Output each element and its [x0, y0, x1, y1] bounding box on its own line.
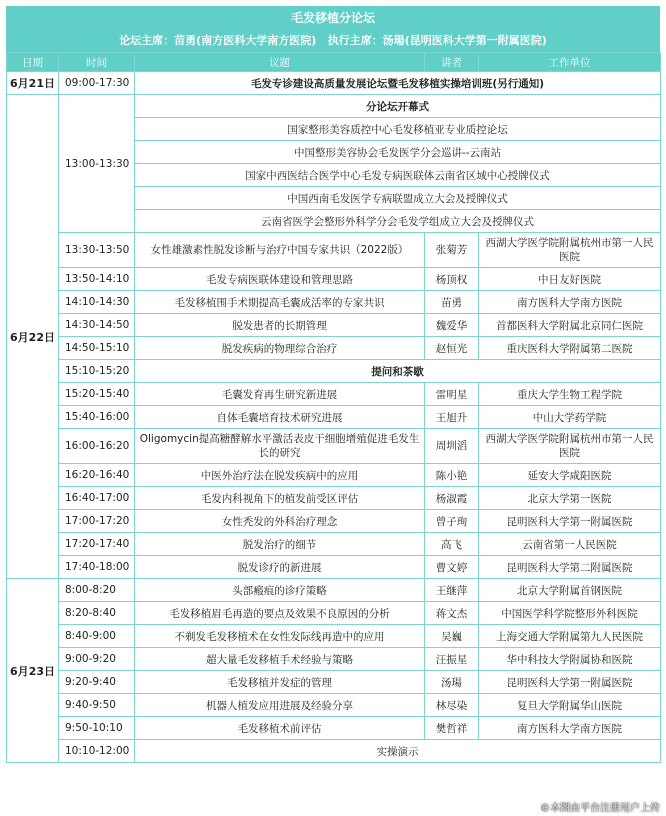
- time-cell: 16:00-16:20: [59, 429, 135, 464]
- table-row: [7, 383, 661, 406]
- speaker-cell: 周圳滔: [425, 429, 479, 464]
- col-date: 日期: [7, 53, 59, 72]
- ceremony-item: 中国西南毛发医学专病联盟成立大会及授牌仪式: [135, 187, 661, 210]
- time-cell: 9:40-9:50: [59, 694, 135, 717]
- topic-cell: 女性雄激素性脱发诊断与治疗中国专家共识（2022版）: [135, 233, 425, 268]
- time-cell: 15:20-15:40: [59, 383, 135, 406]
- time-cell: 9:50-10:10: [59, 717, 135, 740]
- topic-cell: 毛发专病医联体建设和管理思路: [135, 268, 425, 291]
- table-row: [7, 579, 661, 602]
- org-cell: 北京大学第一医院: [479, 487, 661, 510]
- time-cell: 17:20-17:40: [59, 533, 135, 556]
- org-cell: 上海交通大学附属第九人民医院: [479, 625, 661, 648]
- table-row: [7, 337, 661, 360]
- time-cell: 8:00-8:20: [59, 579, 135, 602]
- org-cell: 重庆医科大学附属第二医院: [479, 337, 661, 360]
- topic-cell: 女性秃发的外科治疗理念: [135, 510, 425, 533]
- speaker-cell: 杨淑霞: [425, 487, 479, 510]
- speaker-cell: 张菊芳: [425, 233, 479, 268]
- org-cell: 北京大学附属首钢医院: [479, 579, 661, 602]
- topic-cell: 超大量毛发移植手术经验与策略: [135, 648, 425, 671]
- org-cell: 昆明医科大学第一附属医院: [479, 671, 661, 694]
- topic-cell: 脱发疾病的物理综合治疗: [135, 337, 425, 360]
- speaker-cell: 汪振星: [425, 648, 479, 671]
- table-row: [7, 360, 661, 383]
- org-cell: 重庆大学生物工程学院: [479, 383, 661, 406]
- time-cell: 09:00-17:30: [59, 72, 135, 95]
- col-org: 工作单位: [479, 53, 661, 72]
- speaker-cell: 苗勇: [425, 291, 479, 314]
- org-cell: 中日友好医院: [479, 268, 661, 291]
- org-cell: 昆明医科大学第二附属医院: [479, 556, 661, 579]
- topic-cell: 毛囊发育再生研究新进展: [135, 383, 425, 406]
- topic-cell: 毛发专诊建设高质量发展论坛暨毛发移植实操培训班(另行通知): [135, 72, 661, 95]
- table-row: [7, 95, 661, 118]
- time-cell: 17:40-18:00: [59, 556, 135, 579]
- topic-cell: 头部瘢痕的诊疗策略: [135, 579, 425, 602]
- speaker-cell: 杨顶权: [425, 268, 479, 291]
- topic-cell: 中医外治疗法在脱发疾病中的应用: [135, 464, 425, 487]
- speaker-cell: 王继萍: [425, 579, 479, 602]
- topic-cell: 毛发移植并发症的管理: [135, 671, 425, 694]
- speaker-cell: 魏爱华: [425, 314, 479, 337]
- col-time: 时间: [59, 53, 135, 72]
- speaker-cell: 樊哲祥: [425, 717, 479, 740]
- date-cell: 6月21日: [7, 72, 59, 95]
- speaker-cell: 曹文婷: [425, 556, 479, 579]
- time-cell: 16:20-16:40: [59, 464, 135, 487]
- demo-cell: 实操演示: [135, 740, 661, 763]
- table-row: [7, 291, 661, 314]
- org-cell: 南方医科大学南方医院: [479, 717, 661, 740]
- table-row: [7, 671, 661, 694]
- speaker-cell: 王旭升: [425, 406, 479, 429]
- topic-cell: 毛发移植围手术期提高毛囊成活率的专家共识: [135, 291, 425, 314]
- speaker-cell: 林尽染: [425, 694, 479, 717]
- time-cell: 15:40-16:00: [59, 406, 135, 429]
- break-cell: 提问和茶歇: [135, 360, 661, 383]
- watermark: ©本图由平台注册用户上传: [540, 803, 660, 814]
- time-cell: 14:30-14:50: [59, 314, 135, 337]
- speaker-cell: 吴巍: [425, 625, 479, 648]
- table-row: [7, 648, 661, 671]
- speaker-cell: 陈小艳: [425, 464, 479, 487]
- org-cell: 西湖大学医学院附属杭州市第一人民医院: [479, 233, 661, 268]
- speaker-cell: 曾子珣: [425, 510, 479, 533]
- time-cell: 17:00-17:20: [59, 510, 135, 533]
- table-row: [7, 72, 661, 95]
- org-cell: 云南省第一人民医院: [479, 533, 661, 556]
- org-cell: 西湖大学医学院附属杭州市第一人民医院: [479, 429, 661, 464]
- org-cell: 中国医学科学院整形外科医院: [479, 602, 661, 625]
- table-row: [7, 602, 661, 625]
- schedule: [6, 6, 660, 763]
- ceremony-item: 国家中西医结合医学中心毛发专病医联体云南省区域中心授牌仪式: [135, 164, 661, 187]
- time-cell: 14:10-14:30: [59, 291, 135, 314]
- table-row: [7, 625, 661, 648]
- time-cell: 16:40-17:00: [59, 487, 135, 510]
- table-row: [7, 694, 661, 717]
- ceremony-item: 云南省医学会整形外科学分会毛发学组成立大会及授牌仪式: [135, 210, 661, 233]
- table-row: [7, 233, 661, 268]
- topic-cell: 脱发诊疗的新进展: [135, 556, 425, 579]
- table-row: [7, 268, 661, 291]
- time-cell: 10:10-12:00: [59, 740, 135, 763]
- col-topic: 议题: [135, 53, 425, 72]
- org-cell: 昆明医科大学第一附属医院: [479, 510, 661, 533]
- speaker-cell: 汤瑒: [425, 671, 479, 694]
- forum-title: 毛发移植分论坛: [6, 6, 660, 30]
- topic-cell: 毛发内科视角下的植发前受区评估: [135, 487, 425, 510]
- org-cell: 复旦大学附属华山医院: [479, 694, 661, 717]
- speaker-cell: 雷明星: [425, 383, 479, 406]
- time-cell: 14:50-15:10: [59, 337, 135, 360]
- col-speaker: 讲者: [425, 53, 479, 72]
- topic-cell: 毛发移植术前评估: [135, 717, 425, 740]
- topic-cell: 自体毛囊培育技术研究进展: [135, 406, 425, 429]
- time-cell: 9:20-9:40: [59, 671, 135, 694]
- time-cell: 8:40-9:00: [59, 625, 135, 648]
- speaker-cell: 高飞: [425, 533, 479, 556]
- date-cell: 6月22日: [7, 95, 59, 579]
- speaker-cell: 蒋文杰: [425, 602, 479, 625]
- org-cell: 延安大学咸阳医院: [479, 464, 661, 487]
- org-cell: 南方医科大学南方医院: [479, 291, 661, 314]
- topic-cell: Oligomycin提高糖酵解水平激活表皮干细胞增殖促进毛发生长的研究: [135, 429, 425, 464]
- time-cell: 13:30-13:50: [59, 233, 135, 268]
- org-cell: 中山大学药学院: [479, 406, 661, 429]
- table-row: [7, 429, 661, 464]
- table-row: [7, 740, 661, 763]
- table-row: [7, 464, 661, 487]
- topic-cell: 机器人植发应用进展及经验分享: [135, 694, 425, 717]
- time-cell: 8:20-8:40: [59, 602, 135, 625]
- forum-hosts: 论坛主席：苗勇(南方医科大学南方医院) 执行主席：汤瑒(昆明医科大学第一附属医院): [6, 30, 660, 52]
- time-cell: 15:10-15:20: [59, 360, 135, 383]
- org-cell: 首都医科大学附属北京同仁医院: [479, 314, 661, 337]
- speaker-cell: 赵恒光: [425, 337, 479, 360]
- table-row: [7, 556, 661, 579]
- topic-cell: 毛发移植眉毛再造的要点及效果不良原因的分析: [135, 602, 425, 625]
- time-cell: 13:50-14:10: [59, 268, 135, 291]
- org-cell: 华中科技大学附属协和医院: [479, 648, 661, 671]
- schedule-table: [6, 52, 661, 763]
- date-cell: 6月23日: [7, 579, 59, 763]
- ceremony-item: 中国整形美容协会毛发医学分会巡讲--云南站: [135, 141, 661, 164]
- table-row: [7, 510, 661, 533]
- table-header-row: [7, 53, 661, 72]
- table-row: [7, 533, 661, 556]
- topic-cell: 脱发治疗的细节: [135, 533, 425, 556]
- table-row: [7, 717, 661, 740]
- time-cell: 13:00-13:30: [59, 95, 135, 233]
- topic-cell: 不剃发毛发移植术在女性发际线再造中的应用: [135, 625, 425, 648]
- time-cell: 9:00-9:20: [59, 648, 135, 671]
- table-row: [7, 314, 661, 337]
- schedule-body: [7, 72, 661, 763]
- table-row: [7, 406, 661, 429]
- ceremony-item: 国家整形美容质控中心毛发移植亚专业质控论坛: [135, 118, 661, 141]
- topic-cell: 脱发患者的长期管理: [135, 314, 425, 337]
- table-row: [7, 487, 661, 510]
- opening-ceremony: 分论坛开幕式: [135, 95, 661, 118]
